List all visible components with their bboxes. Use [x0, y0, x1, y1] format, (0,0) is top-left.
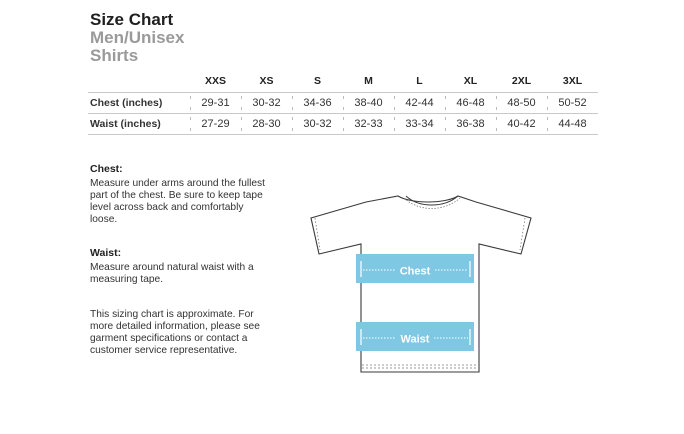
title-line-product: Shirts [90, 46, 139, 65]
table-cell: 44-48 [547, 113, 598, 134]
table-row-chest [88, 92, 598, 113]
chest-diagram-label: Chest [399, 265, 431, 278]
table-cell: 48-50 [496, 92, 547, 113]
waist-text: Measure around natural waist with a measuring tape. [90, 262, 254, 285]
table-cell: 29-31 [190, 92, 241, 113]
size-col-header: M [343, 71, 394, 92]
page-title [90, 11, 184, 65]
table-cell: 30-32 [241, 92, 292, 113]
table-cell: 42-44 [394, 92, 445, 113]
size-col-header: L [394, 71, 445, 92]
table-cell: 33-34 [394, 113, 445, 134]
size-header-row [88, 71, 598, 92]
tshirt-diagram [308, 188, 532, 378]
table-cell: 38-40 [343, 92, 394, 113]
size-col-header: XXS [190, 71, 241, 92]
chest-heading: Chest: [90, 163, 123, 175]
size-col-header: 2XL [496, 71, 547, 92]
table-cell: 40-42 [496, 113, 547, 134]
size-col-header: XS [241, 71, 292, 92]
table-cell: 34-36 [292, 92, 343, 113]
title-line-category: Men/Unisex [90, 28, 185, 47]
size-col-header: 3XL [547, 71, 598, 92]
waist-heading: Waist: [90, 247, 122, 259]
table-cell: 30-32 [292, 113, 343, 134]
waist-diagram-label: Waist [400, 333, 430, 346]
table-cell: 32-33 [343, 113, 394, 134]
table-corner [88, 71, 190, 92]
row-label: Chest (inches) [88, 92, 190, 113]
chest-instructions [90, 163, 265, 226]
table-cell: 36-38 [445, 113, 496, 134]
chest-text: Measure under arms around the fullest part of the chest. Be sure to keep tape level across back and comfortably loose. [90, 178, 265, 225]
table-cell: 46-48 [445, 92, 496, 113]
sizing-note [90, 309, 265, 357]
waist-instructions [90, 247, 265, 286]
note-text: This sizing chart is approximate. For more detailed information, please see garment specifications or contact a customer service representative. [90, 309, 260, 356]
row-label: Waist (inches) [88, 113, 190, 134]
table-row-waist [88, 113, 598, 134]
table-cell: 27-29 [190, 113, 241, 134]
size-col-header: S [292, 71, 343, 92]
table-cell: 50-52 [547, 92, 598, 113]
size-col-header: XL [445, 71, 496, 92]
table-cell: 28-30 [241, 113, 292, 134]
size-table [88, 71, 598, 135]
title-line-size-chart: Size Chart [90, 10, 174, 29]
